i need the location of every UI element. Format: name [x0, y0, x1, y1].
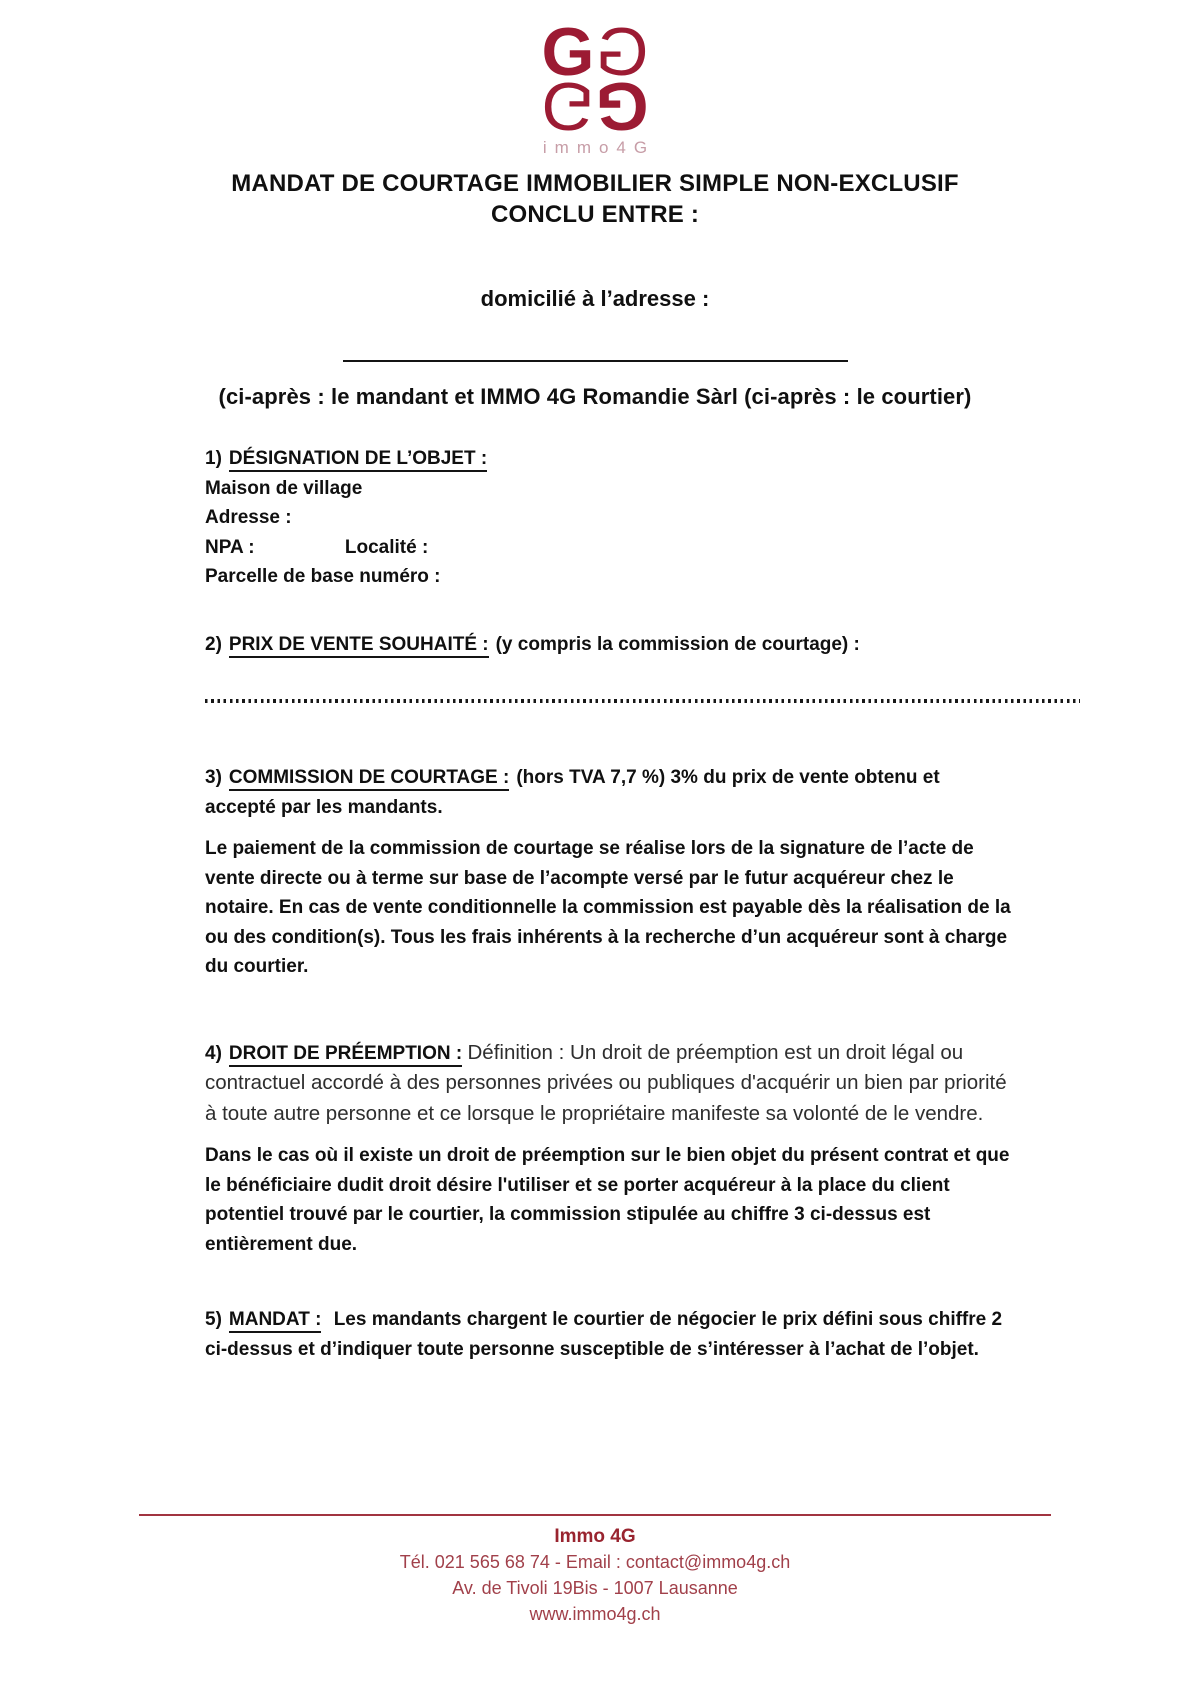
designation-npa-line: [205, 533, 1080, 563]
section-prix: [205, 630, 1015, 660]
mandat-text: Les mandants chargent le courtier de négocier le prix défini sous chiffre 2 ci-dessus et d’indiquer toute personne susceptible de s’intéresser à l’achat de l’objet.: [205, 1309, 1003, 1360]
designation-npa-label: NPA :: [205, 536, 255, 558]
document-header: [0, 0, 1190, 410]
section-prix-suffix: (y compris la commission de courtage) :: [495, 633, 860, 655]
price-dotted-fill-line: [205, 699, 1080, 703]
section-designation-heading: [205, 444, 1080, 474]
preemption-paragraph: Dans le cas où il existe un droit de préemption sur le bien objet du présent contrat et que le bénéficiaire dudit droit désire l'utiliser et se porter acquéreur à la place du client potentiel trouvé par le courtier, la commission stipulée au chiffre 3 ci-dessus est entièrement due.: [205, 1145, 1010, 1255]
preemption-definition: Définition : Un droit de préemption est un droit légal ou contractuel accordé à des personnes privées ou publiques d'acquérir un bien par priorité à toute autre personne et ce lorsque le propriétaire manifeste sa volonté de le vendre.: [205, 1040, 1007, 1125]
designation-adresse-label: Adresse :: [205, 507, 292, 528]
designation-type-line: Maison de village: [205, 477, 363, 499]
logo-g-top-right-icon: G: [595, 14, 649, 90]
logo-g-top-left-icon: G: [541, 14, 595, 90]
section-prix-number: 2): [205, 633, 222, 655]
section-preemption: [205, 1038, 1015, 1130]
section-mandat: [205, 1305, 1015, 1364]
address-blank-line: [343, 360, 848, 362]
footer-address-line: Av. de Tivoli 19Bis - 1007 Lausanne: [452, 1578, 738, 1598]
footer-divider: [139, 1514, 1051, 1516]
section-commission-heading: [205, 763, 1015, 822]
footer-website: www.immo4g.ch: [529, 1604, 661, 1624]
section-commission-number: 3): [205, 767, 222, 788]
section-designation-number: 1): [205, 448, 222, 469]
footer-contact-line: Tél. 021 565 68 74 - Email : contact@immo4g.ch: [399, 1552, 791, 1572]
section-mandat-title: MANDAT :: [229, 1309, 322, 1333]
designation-parcelle-label: Parcelle de base numéro :: [205, 566, 441, 587]
section-designation: [205, 444, 1080, 592]
logo-g-bottom-left-icon: G: [541, 68, 595, 144]
logo-row-bottom: [535, 68, 655, 144]
section-commission-suffix: (hors TVA 7,7 %) 3% du prix de vente obtenu et accepté par les mandants.: [205, 767, 940, 818]
immo4g-logo: [535, 14, 656, 158]
parties-line: (ci-après : le mandant et IMMO 4G Romandie Sàrl (ci-après : le courtier): [218, 384, 972, 409]
section-commission-title: COMMISSION DE COURTAGE :: [229, 767, 509, 791]
section-mandat-number: 5): [205, 1309, 222, 1330]
section-prix-title: PRIX DE VENTE SOUHAITÉ :: [229, 634, 489, 658]
document-body: [0, 444, 1190, 1364]
logo-g-bottom-right-icon: G: [595, 68, 649, 144]
section-preemption-number: 4): [205, 1042, 222, 1064]
section-commission: [205, 763, 1015, 982]
domicile-label: domicilié à l’adresse :: [480, 286, 710, 311]
designation-localite-label: Localité :: [344, 536, 429, 558]
logo-caption: immo4G: [542, 138, 656, 157]
commission-paragraph: Le paiement de la commission de courtage se réalise lors de la signature de l’acte de vente directe ou à terme sur base de l’acompte versé par le futur acquéreur chez le notaire. En cas de vente conditionnelle la commission est payable dès la réalisation de la ou des condition(s). Tous les frais inhérents à la recherche d’un acquéreur sont à charge du courtier.: [205, 838, 1011, 977]
document-title-line2: CONCLU ENTRE :: [490, 201, 700, 228]
section-preemption-title: DROIT DE PRÉEMPTION :: [229, 1043, 462, 1067]
footer-company-name: Immo 4G: [554, 1526, 636, 1547]
document-title-line1: MANDAT DE COURTAGE IMMOBILIER SIMPLE NON-EXCLUSIF: [231, 170, 959, 197]
document-footer: [0, 1514, 1190, 1627]
section-designation-title: DÉSIGNATION DE L’OBJET :: [229, 448, 487, 472]
document-title: [0, 168, 1190, 230]
